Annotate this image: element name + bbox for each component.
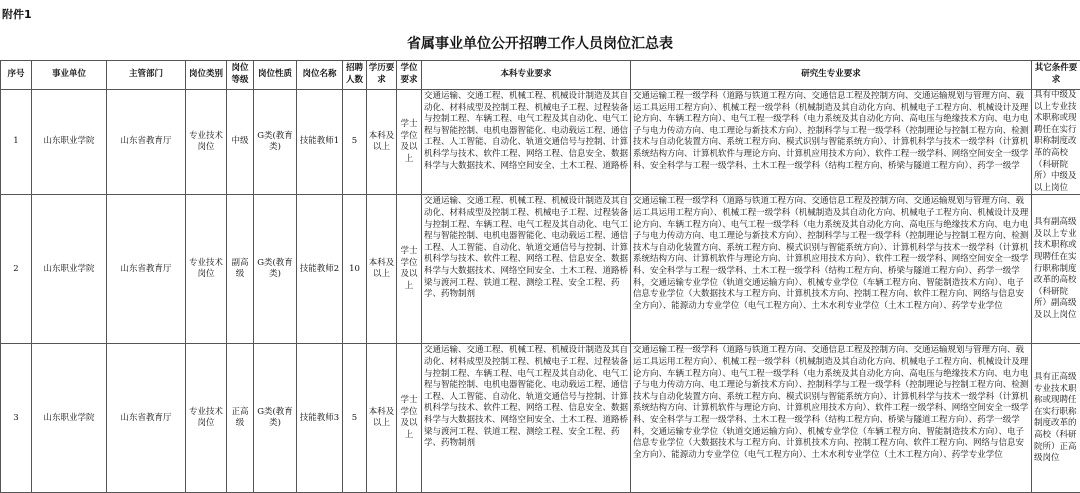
undergrad-major-text: 交通运输、交通工程、机械工程、机械设计制造及其自动化、材料成型及控制工程、机械电子工程、过程装备与控制工程、车辆工程、电气工程及其自动化、电气工程与智能控制、电机电器智能化、电动载运工程、通信工程、人工智能、自动化、轨道交通信号与控制、计算机科学与技术、软件工程、网络工程、信息安全、数据科学与大数据技术、网络空间安全、土木工程、道路桥梁与渡河工程、铁道工程、测绘工程、安全工程、药学、药物制剂 (424, 345, 628, 489)
header-cell: 主管部门 (107, 61, 186, 90)
header-cell: 招聘人数 (343, 61, 367, 90)
nature-cell: G类(教育类) (254, 90, 297, 195)
header-cell: 事业单位 (32, 61, 107, 90)
degree-cell: 学士学位及以上 (397, 90, 422, 195)
header-cell: 序号 (1, 61, 32, 90)
position-name-cell: 技能教师2 (297, 195, 343, 344)
position-name-cell: 技能教师3 (297, 344, 343, 493)
unit-cell: 山东职业学院 (32, 344, 107, 493)
undergrad-major-text: 交通运输、交通工程、机械工程、机械设计制造及其自动化、材料成型及控制工程、机械电子工程、过程装备与控制工程、车辆工程、电气工程及其自动化、电气工程与智能控制、电机电器智能化、电动载运工程、通信工程、人工智能、自动化、轨道交通信号与控制、计算机科学与技术、软件工程、网络工程、信息安全、数据科学与大数据技术、网络空间安全、土木工程、道路桥 (424, 91, 628, 170)
education-cell: 本科及以上 (367, 344, 397, 493)
category-cell: 专业技术岗位 (186, 344, 227, 493)
education-cell: 本科及以上 (367, 195, 397, 344)
other-requirements-cell: 具有正高级专业技术职称或现聘任在实行职称制度改革的高校（科研院所）正高级岗位 (1032, 344, 1080, 493)
level-cell: 副高级 (227, 195, 254, 344)
header-cell: 岗位类别 (186, 61, 227, 90)
table-header-row (1, 61, 1080, 90)
grad-major-cell (631, 195, 1032, 344)
grad-major-cell (631, 90, 1032, 195)
undergrad-major-cell (422, 195, 631, 344)
category-cell: 专业技术岗位 (186, 90, 227, 195)
other-requirements-cell: 具有中级及以上专业技术职称或现聘任在实行职称制度改革的高校（科研院所）中级及以上岗位 (1032, 90, 1080, 195)
position-name-cell: 技能教师1 (297, 90, 343, 195)
header-cell: 其它条件要求 (1032, 61, 1080, 90)
nature-cell: G类(教育类) (254, 344, 297, 493)
header-cell: 岗位等级 (227, 61, 254, 90)
header-cell: 学历要求 (367, 61, 397, 90)
count-cell: 10 (343, 195, 367, 344)
header-cell: 学位要求 (397, 61, 422, 90)
page-title: 省属事业单位公开招聘工作人员岗位汇总表 (0, 33, 1080, 53)
degree-cell: 学士学位及以上 (397, 195, 422, 344)
grad-major-text: 交通运输工程一级学科（道路与铁道工程方向、交通信息工程及控制方向、交通运输规划与管理方向、载运工具运用工程方向）、机械工程一级学科（机械制造及其自动化方向、机械电子工程方向、机械设计及理论方向、车辆工程方向）、电气工程一级学科（电力系统及其自动化方向、高电压与绝缘技术方向、电力电子与电力传动方向、电工理论与新技术方向）、控制科学与工程一级学科（控制理论与控制工程方向、检测技术与自动化装置方向、系统工程方向、模式识别与智能系统方向）、计算机科学与技术一级学科（计算机系统结构方向、计算机软件与理论方向、计算机应用技术方向）、软件工程一级学科、网络空间安全一级学科、安全科学与工程一级学科、土木工程一级学科（结构工程方向、桥梁与隧道工程方向）、药学一级学科，交通运输专业学位（轨道交通运输方向）、机械专业学位（车辆工程方向、智能制造技术方向）、电子信息专业学位（大数据技术与工程方向、计算机技术方向、控制工程方向、软件工程方向、网络与信息安全方向）、能源动力专业学位（电气工程方向）、土木水利专业学位（土木工程方向）、药学专业学位 (633, 196, 1029, 340)
count-cell: 5 (343, 344, 367, 493)
table-row (1, 344, 1080, 493)
row-number: 3 (1, 344, 32, 493)
category-cell: 专业技术岗位 (186, 195, 227, 344)
dept-cell: 山东省教育厅 (107, 90, 186, 195)
attachment-label: 附件1 (2, 6, 32, 22)
count-cell: 5 (343, 90, 367, 195)
grad-major-text: 交通运输工程一级学科（道路与铁道工程方向、交通信息工程及控制方向、交通运输规划与管理方向、载运工具运用工程方向）、机械工程一级学科（机械制造及其自动化方向、机械电子工程方向、机械设计及理论方向、车辆工程方向）、电气工程一级学科（电力系统及其自动化方向、高电压与绝缘技术方向、电力电子与电力传动方向、电工理论与新技术方向）、控制科学与工程一级学科（控制理论与控制工程方向、检测技术与自动化装置方向、系统工程方向、模式识别与智能系统方向）、计算机科学与技术一级学科（计算机系统结构方向、计算机软件与理论方向、计算机应用技术方向）、软件工程一级学科、网络空间安全一级学科、安全科学与工程一级学科、土木工程一级学科（结构工程方向、桥梁与隧道工程方向）、药学一级学 (633, 91, 1029, 170)
table-row (1, 195, 1080, 344)
unit-cell: 山东职业学院 (32, 90, 107, 195)
unit-cell: 山东职业学院 (32, 195, 107, 344)
degree-cell: 学士学位及以上 (397, 344, 422, 493)
row-number: 2 (1, 195, 32, 344)
education-cell: 本科及以上 (367, 90, 397, 195)
undergrad-major-text: 交通运输、交通工程、机械工程、机械设计制造及其自动化、材料成型及控制工程、机械电子工程、过程装备与控制工程、车辆工程、电气工程及其自动化、电气工程与智能控制、电机电器智能化、电动载运工程、通信工程、人工智能、自动化、轨道交通信号与控制、计算机科学与技术、软件工程、网络工程、信息安全、数据科学与大数据技术、网络空间安全、土木工程、道路桥梁与渡河工程、铁道工程、测绘工程、安全工程、药学、药物制剂 (424, 196, 628, 340)
header-cell: 本科专业要求 (422, 61, 631, 90)
dept-cell: 山东省教育厅 (107, 195, 186, 344)
other-requirements-cell: 具有副高级及以上专业技术职称或现聘任在实行职称制度改革的高校（科研院所）副高级及以上岗位 (1032, 195, 1080, 344)
header-cell: 岗位性质 (254, 61, 297, 90)
grad-major-cell (631, 344, 1032, 493)
undergrad-major-cell (422, 90, 631, 195)
header-cell: 研究生专业要求 (631, 61, 1032, 90)
table-row (1, 90, 1080, 195)
nature-cell: G类(教育类) (254, 195, 297, 344)
grad-major-text: 交通运输工程一级学科（道路与铁道工程方向、交通信息工程及控制方向、交通运输规划与管理方向、载运工具运用工程方向）、机械工程一级学科（机械制造及其自动化方向、机械电子工程方向、机械设计及理论方向、车辆工程方向）、电气工程一级学科（电力系统及其自动化方向、高电压与绝缘技术方向、电力电子与电力传动方向、电工理论与新技术方向）、控制科学与工程一级学科（控制理论与控制工程方向、检测技术与自动化装置方向、系统工程方向、模式识别与智能系统方向）、计算机科学与技术一级学科（计算机系统结构方向、计算机软件与理论方向、计算机应用技术方向）、软件工程一级学科、网络空间安全一级学科、安全科学与工程一级学科、土木工程一级学科（结构工程方向、桥梁与隧道工程方向）、药学一级学科，交通运输专业学位（轨道交通运输方向）、机械专业学位（车辆工程方向、智能制造技术方向）、电子信息专业学位（大数据技术与工程方向、计算机技术方向、控制工程方向、软件工程方向、网络与信息安全方向）、能源动力专业学位（电气工程方向）、土木水利专业学位（土木工程方向）、药学专业学位 (633, 345, 1029, 489)
level-cell: 正高级 (227, 344, 254, 493)
header-cell: 岗位名称 (297, 61, 343, 90)
undergrad-major-cell (422, 344, 631, 493)
row-number: 1 (1, 90, 32, 195)
positions-table (0, 60, 1080, 493)
level-cell: 中级 (227, 90, 254, 195)
dept-cell: 山东省教育厅 (107, 344, 186, 493)
